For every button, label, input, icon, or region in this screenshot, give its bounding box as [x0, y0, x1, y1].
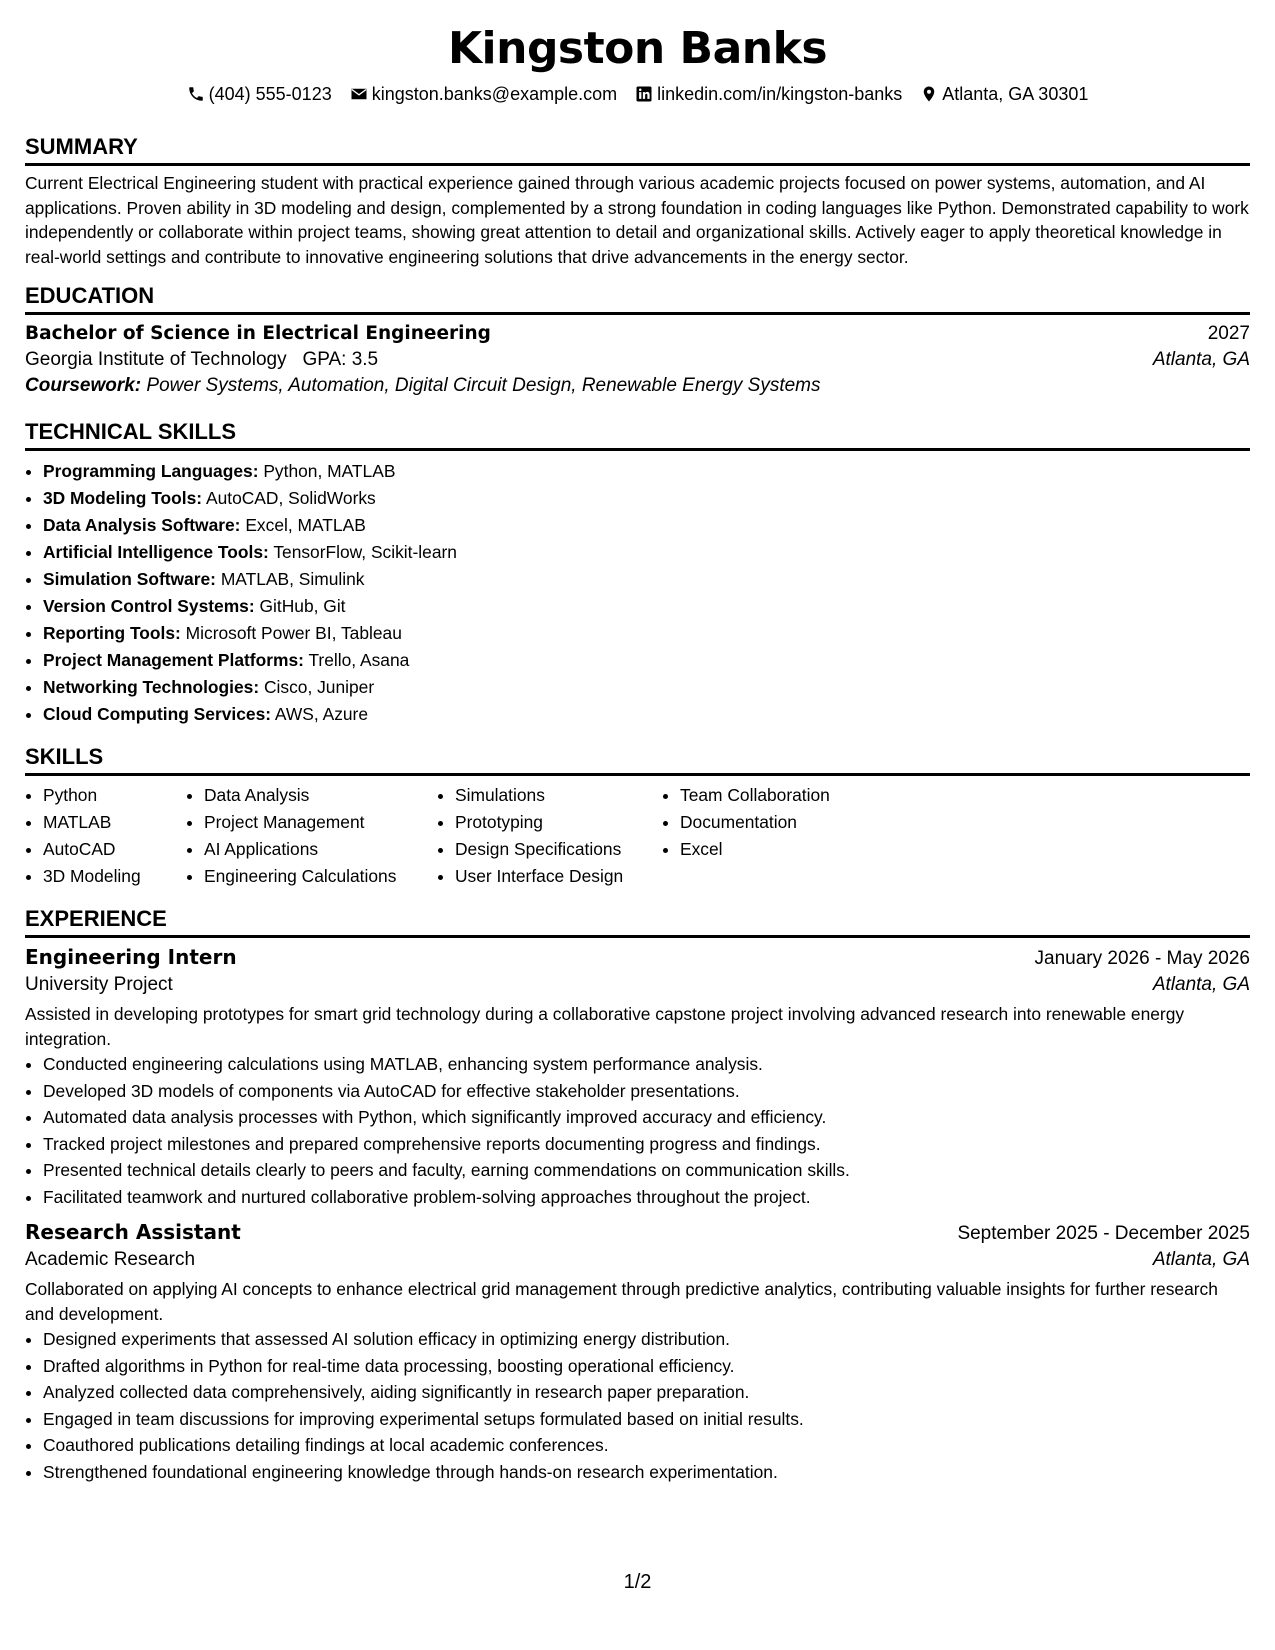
page-number: 1/2 — [623, 1571, 652, 1593]
list-item: • Project Management — [204, 809, 437, 836]
technical-skills-heading: TECHNICAL SKILLS — [25, 419, 1250, 451]
degree-title: Bachelor of Science in Electrical Engineering — [25, 323, 491, 344]
job-organization: Academic Research — [25, 1249, 196, 1270]
list-item: • Presented technical details clearly to peers and faculty, earning commendations on communication skills. — [43, 1157, 1250, 1184]
skill-category: Cloud Computing Services: — [43, 704, 272, 724]
list-item: • Prototyping — [455, 809, 662, 836]
job-entry — [25, 1220, 1250, 1485]
envelope-icon — [350, 85, 368, 103]
skill-category: Programming Languages: — [43, 461, 259, 481]
job-title: Engineering Intern — [25, 945, 237, 969]
list-item: • Data Analysis — [204, 782, 437, 809]
job-location: Atlanta, GA — [1152, 1249, 1250, 1270]
list-item: • 3D Modeling — [43, 863, 186, 890]
list-item: • AI Applications — [204, 836, 437, 863]
skill-category: Reporting Tools: — [43, 623, 181, 643]
skill-category: Networking Technologies: — [43, 677, 260, 697]
contact-location — [920, 84, 1088, 105]
education-heading: EDUCATION — [25, 283, 1250, 315]
list-item — [43, 566, 1250, 593]
skill-values: AWS, Azure — [274, 704, 369, 724]
skills-column — [437, 782, 662, 890]
list-item — [43, 458, 1250, 485]
linkedin-link[interactable]: linkedin.com/in/kingston-banks — [657, 83, 903, 104]
contact-phone — [187, 84, 332, 105]
job-subheader — [25, 974, 1250, 996]
summary-section — [25, 134, 1250, 269]
skill-values: MATLAB, Simulink — [220, 569, 365, 589]
school-info — [25, 349, 378, 371]
phone-icon — [187, 85, 205, 103]
skill-values: Python, MATLAB — [263, 461, 396, 481]
candidate-name: Kingston Banks — [447, 23, 828, 74]
list-item: • AutoCAD — [43, 836, 186, 863]
experience-heading: EXPERIENCE — [25, 906, 1250, 938]
experience-section — [25, 906, 1250, 1485]
list-item: • Engineering Calculations — [204, 863, 437, 890]
school-row — [25, 349, 1250, 371]
job-entry — [25, 945, 1250, 1210]
summary-text: Current Electrical Engineering student with practical experience gained through various academic projects focused on power systems, automation, and AI applications. Proven ability in 3D modeling and design, complemented by a strong foundation in coding languages like Python. Demonstrated capability to work independently or collaborate within project teams, showing great attention to detail and organizational skills. Actively eager to apply theoretical knowledge in real-world settings and contribute to innovative engineering solutions that drive advancements in the energy sector. — [25, 173, 1249, 267]
list-item — [43, 512, 1250, 539]
skill-values: AutoCAD, SolidWorks — [205, 488, 376, 508]
contact-linkedin[interactable] — [635, 84, 902, 105]
list-item: • Developed 3D models of components via AutoCAD for effective stakeholder presentations. — [43, 1078, 1250, 1105]
degree-row — [25, 323, 1250, 345]
school-name: Georgia Institute of Technology — [25, 349, 287, 370]
list-item: • User Interface Design — [455, 863, 662, 890]
job-bullets — [25, 1051, 1250, 1210]
graduation-year: 2027 — [1207, 323, 1250, 344]
resume-page — [25, 0, 1250, 1485]
gpa: GPA: 3.5 — [302, 349, 379, 370]
linkedin-icon — [635, 85, 653, 103]
location-text: Atlanta, GA 30301 — [942, 83, 1089, 104]
list-item: • MATLAB — [43, 809, 186, 836]
skill-values: Excel, MATLAB — [245, 515, 366, 535]
list-item: • Simulations — [455, 782, 662, 809]
list-item — [43, 674, 1250, 701]
skill-category: 3D Modeling Tools: — [43, 488, 203, 508]
job-organization: University Project — [25, 974, 173, 995]
skill-category: Simulation Software: — [43, 569, 216, 589]
list-item: • Conducted engineering calculations using MATLAB, enhancing system performance analysis. — [43, 1051, 1250, 1078]
list-item — [43, 620, 1250, 647]
skill-values: GitHub, Git — [259, 596, 346, 616]
list-item: • Coauthored publications detailing findings at local academic conferences. — [43, 1432, 1250, 1459]
job-header — [25, 1220, 1250, 1245]
contact-bar — [25, 80, 1250, 108]
job-description: Assisted in developing prototypes for smart grid technology during a collaborative capstone project involving advanced research into renewable energy integration. — [25, 1004, 1185, 1049]
list-item: • Tracked project milestones and prepared comprehensive reports documenting progress and findings. — [43, 1131, 1250, 1158]
contact-email[interactable] — [350, 84, 617, 105]
job-title: Research Assistant — [25, 1220, 241, 1244]
job-description: Collaborated on applying AI concepts to enhance electrical grid management through predictive analytics, contributing valuable insights for further research and development. — [25, 1279, 1218, 1324]
school-location: Atlanta, GA — [1152, 349, 1250, 370]
phone-text: (404) 555-0123 — [208, 83, 332, 104]
coursework-list: Power Systems, Automation, Digital Circuit Design, Renewable Energy Systems — [146, 375, 821, 396]
job-bullets — [25, 1326, 1250, 1485]
list-item — [43, 701, 1250, 728]
list-item: • Excel — [680, 836, 900, 863]
email-link[interactable]: kingston.banks@example.com — [371, 83, 618, 104]
list-item: • Engaged in team discussions for improving experimental setups formulated based on initial results. — [43, 1406, 1250, 1433]
job-subheader — [25, 1249, 1250, 1271]
technical-skills-list — [25, 458, 1250, 728]
list-item: • Drafted algorithms in Python for real-time data processing, boosting operational efficiency. — [43, 1353, 1250, 1380]
skills-column — [25, 782, 186, 890]
skill-category: Version Control Systems: — [43, 596, 255, 616]
skills-grid — [25, 782, 1250, 890]
technical-skills-section — [25, 419, 1250, 728]
list-item: • Python — [43, 782, 186, 809]
map-pin-icon — [920, 85, 938, 103]
list-item: • Documentation — [680, 809, 900, 836]
skill-category: Project Management Platforms: — [43, 650, 304, 670]
skills-column — [662, 782, 900, 890]
summary-heading: SUMMARY — [25, 134, 1250, 166]
skill-values: TensorFlow, Scikit-learn — [273, 542, 457, 562]
skill-values: Trello, Asana — [308, 650, 410, 670]
list-item — [43, 485, 1250, 512]
list-item — [43, 539, 1250, 566]
list-item — [43, 593, 1250, 620]
list-item: • Designed experiments that assessed AI solution efficacy in optimizing energy distribution. — [43, 1326, 1250, 1353]
job-dates: September 2025 - December 2025 — [957, 1223, 1250, 1244]
skill-values: Microsoft Power BI, Tableau — [185, 623, 402, 643]
list-item: • Analyzed collected data comprehensively, aiding significantly in research paper preparation. — [43, 1379, 1250, 1406]
skill-category: Artificial Intelligence Tools: — [43, 542, 269, 562]
skills-heading: SKILLS — [25, 744, 1250, 776]
list-item: • Team Collaboration — [680, 782, 900, 809]
skills-column — [186, 782, 437, 890]
list-item — [43, 647, 1250, 674]
skill-category: Data Analysis Software: — [43, 515, 241, 535]
education-section — [25, 283, 1250, 397]
job-dates: January 2026 - May 2026 — [1034, 948, 1250, 969]
job-location: Atlanta, GA — [1152, 974, 1250, 995]
job-header — [25, 945, 1250, 970]
list-item: • Automated data analysis processes with Python, which significantly improved accuracy and efficiency. — [43, 1104, 1250, 1131]
list-item: • Strengthened foundational engineering knowledge through hands-on research experimentation. — [43, 1459, 1250, 1486]
skills-section — [25, 744, 1250, 890]
coursework — [25, 375, 1250, 397]
list-item: • Facilitated teamwork and nurtured collaborative problem-solving approaches throughout the project. — [43, 1184, 1250, 1211]
coursework-label: Coursework: — [25, 375, 142, 396]
skill-values: Cisco, Juniper — [263, 677, 375, 697]
list-item: • Design Specifications — [455, 836, 662, 863]
